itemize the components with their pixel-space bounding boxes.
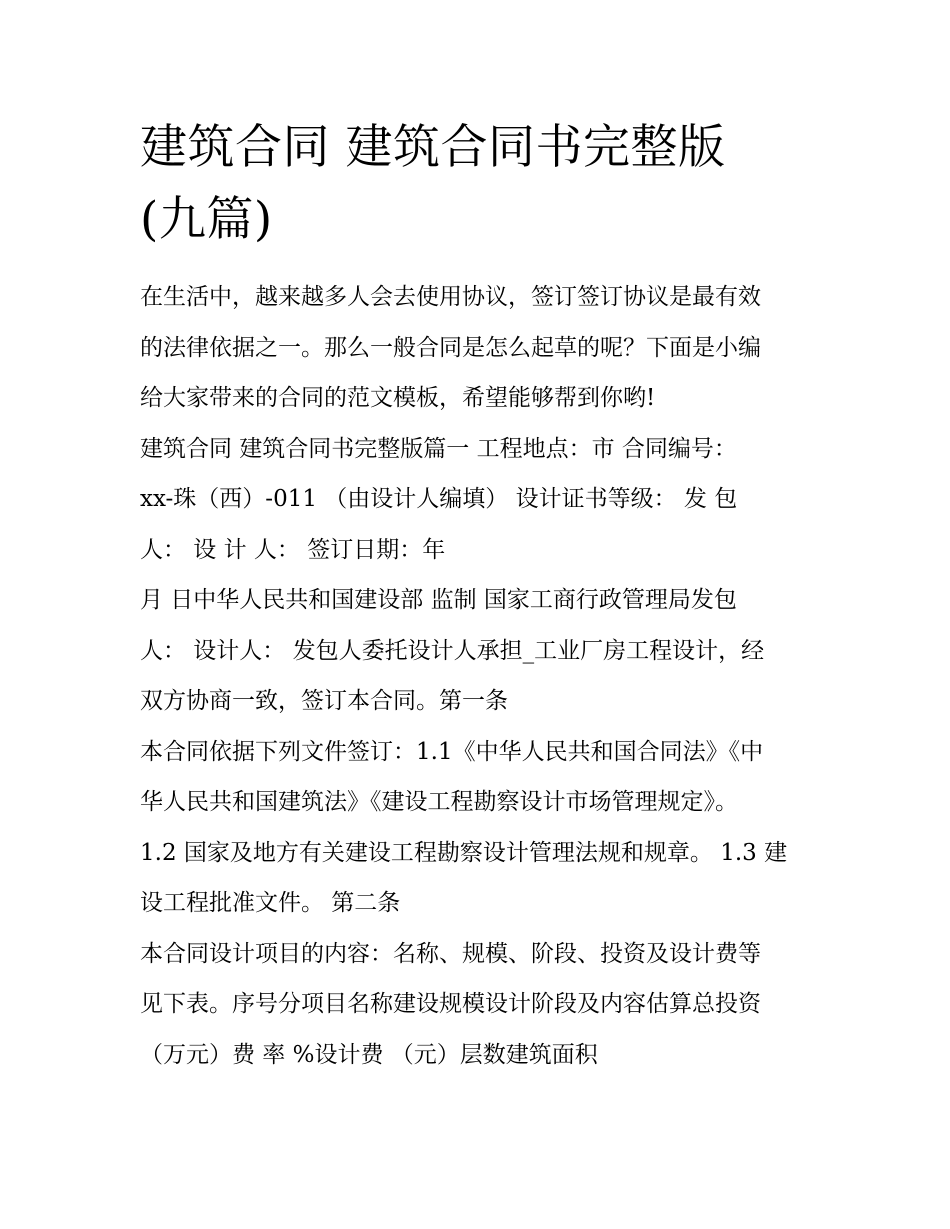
text-line: 在生活中，越来越多人会去使用协议，签订签订协议是最有效 xyxy=(140,284,761,310)
text-line: 人： 设计人： 发包人委托设计人承担_工业厂房工程设计，经 xyxy=(140,637,765,664)
title-line: 建筑合同 建筑合同书完整版 xyxy=(140,120,726,175)
article-two-paragraph xyxy=(140,929,820,1081)
text-line: 1.2 国家及地方有关建设工程勘察设计管理法规和规章。 1.3 建 xyxy=(140,839,788,866)
parties-paragraph xyxy=(140,575,820,727)
text-line: 华人民共和国建筑法》《建设工程勘察设计市场管理规定》。 xyxy=(140,789,738,815)
article-one-paragraph xyxy=(140,727,820,929)
document-page xyxy=(140,112,820,1080)
text-line: 的法律依据之一。那么一般合同是怎么起草的呢？下面是小编 xyxy=(140,334,761,361)
text-line: 见下表。序号分项目名称建设规模设计阶段及内容估算总投资 xyxy=(140,991,761,1017)
text-line: 月 日中华人民共和国建设部 监制 国家工商行政管理局发包 xyxy=(140,587,737,613)
text-line: 人： 设 计 人： 签订日期：年 xyxy=(140,536,446,563)
text-line: 本合同依据下列文件签订：1.1《中华人民共和国合同法》《中 xyxy=(140,738,764,765)
text-line: 双方协商一致，签订本合同。第一条 xyxy=(140,688,508,714)
contract-header-paragraph xyxy=(140,424,820,576)
intro-paragraph xyxy=(140,272,820,424)
text-line: 给大家带来的合同的范文模板，希望能够帮到你哟! xyxy=(140,385,656,411)
text-line: （万元）费 率 %设计费 （元）层数建筑面积 xyxy=(140,1041,598,1068)
text-line: xx-珠（西）-011 （由设计人编填） 设计证书等级： 发 包 xyxy=(140,486,738,512)
text-line: 设工程批准文件。 第二条 xyxy=(140,890,401,916)
document-title xyxy=(140,112,820,256)
document-body xyxy=(140,272,820,1080)
text-line: 本合同设计项目的内容：名称、规模、阶段、投资及设计费等 xyxy=(140,940,761,967)
text-line: 建筑合同 建筑合同书完整版篇一 工程地点：市 合同编号： xyxy=(140,435,737,462)
title-line: (九篇) xyxy=(140,192,273,247)
